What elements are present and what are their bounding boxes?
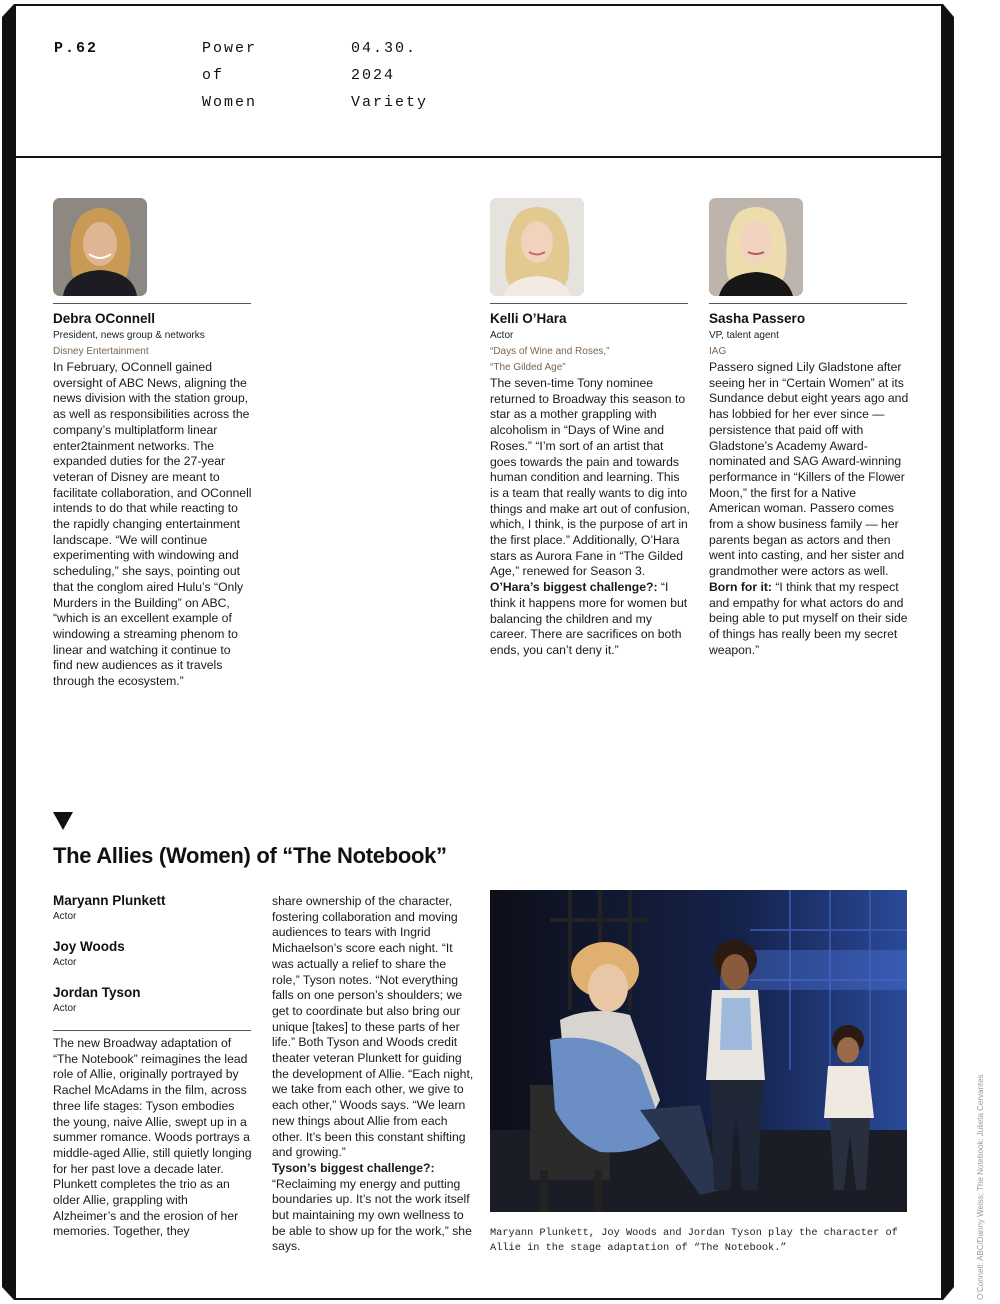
profile-answer: “I think that my respect and empathy for what actors do and being able to put myself on their side of things has really been my secret weapon.” xyxy=(709,579,908,657)
portrait-image xyxy=(490,198,584,296)
section-title-line: Power xyxy=(202,40,258,57)
kelli-ohara-photo xyxy=(490,198,584,296)
cast-role: Actor xyxy=(53,957,77,968)
profile-credit-line: “Days of Wine and Roses,” xyxy=(490,346,610,357)
cast-name: Maryann Plunkett xyxy=(53,893,166,908)
portrait-image xyxy=(709,198,803,296)
profile-question-label: Born for it: xyxy=(709,579,772,594)
page-frame-right-tab xyxy=(943,4,954,1300)
profile-credit-line: “The Gilded Age” xyxy=(490,362,566,373)
profile-rule xyxy=(53,303,251,304)
feature-question-label: Tyson’s biggest challenge?: xyxy=(272,1160,435,1175)
profile-name: Sasha Passero xyxy=(709,311,806,326)
issue-date: 04.30. xyxy=(351,40,418,57)
cast-rule xyxy=(53,1030,251,1031)
feature-body-text: share ownership of the character, fostering collaboration and moving audiences to tears with Ingrid Michaelson’s score each night. “It was actually a relief to share the role,” Tyson notes. “Not everything falls on one person’s shoulders; we get to coordinate but also bring our unique [takes] to these parts of her life.” Both Tyson and Woods credit theater veteran Plunkett for guiding the development of Allie. “Each night, we take from each other, we give to each other,” Woods says. “We learn new things about Allie from each other. It’s been this constant shifting and growing.” xyxy=(272,894,474,1160)
section-title xyxy=(202,35,257,116)
section-title-line: Women xyxy=(202,94,258,111)
profile-role: VP, talent agent xyxy=(709,330,779,341)
profile-organization: Disney Entertainment xyxy=(53,346,149,357)
portrait-image xyxy=(53,198,147,296)
frame-bottom-rule xyxy=(14,1298,943,1300)
page-frame-left-tab xyxy=(2,4,14,1300)
profile-organization: IAG xyxy=(709,346,727,357)
feature-body-column-1: The new Broadway adaptation of “The Notebook” reimagines the lead role of Allie, originally portrayed by Rachel McAdams in the film, across three life stages: Tyson embodies the young, naive Allie, swept up in a summer romance. Woods portrays a middle-aged Allie, still quietly longing for her past love a decade later. Plunkett completes the trio as an older Allie, grappling with Alzheimer’s and the erosion of her memories. Together, they xyxy=(53,1036,252,1239)
profile-sasha-passero xyxy=(709,311,909,658)
profile-rule xyxy=(490,303,688,304)
photo-caption: Maryann Plunkett, Joy Woods and Jordan Tyson play the character of Allie in the stage adaptation of “The Notebook.” xyxy=(490,1227,898,1254)
feature-title: The Allies (Women) of “The Notebook” xyxy=(53,843,447,868)
profile-body: In February, OConnell gained oversight of ABC News, aligning the news division with the station group, as well as responsibilities across the company’s multiplatform linear enter2tainment networks. The expanded duties for the 27-year veteran of Disney are meant to facilitate collaboration, and OConnell intends to do that while reacting to the rapidly changing entertainment landscape. “We will continue experimenting with windowing and scheduling,” she says, pointing out that the conglom aired Hulu’s “Only Murders in the Building” on ABC, “which is an excellent example of windowing a streaming phenom to linear and watching it continue to find new audiences as it travels through the ecosystem.” xyxy=(53,360,252,689)
cast-role: Actor xyxy=(53,1003,77,1014)
page-number: P.62 xyxy=(54,40,99,57)
cast-name: Joy Woods xyxy=(53,939,125,954)
sasha-passero-photo xyxy=(709,198,803,296)
profile-body: The seven-time Tony nominee returned to Broadway this season to star as a mother grappling with alcoholism in “Days of Wine and Roses.” “I’m sort of an artist that goes towards the pain and towards human condition and learning. This is a team that really wants to dig into things and make art out of confusion, which, I think, is the purpose of art in the first place.” Additionally, O’Hara stars as Aurora Fane in “The Gilded Age,” renewed for Season 3. xyxy=(490,376,690,579)
profile-rule xyxy=(709,303,907,304)
photo-credit: O’Connell: ABC/Danny Weiss; The Notebook: Julieta Cervantes xyxy=(976,1074,985,1300)
feature-cast-list xyxy=(53,893,253,1017)
issue-info xyxy=(351,35,428,116)
debra-oconnell-photo xyxy=(53,198,147,296)
frame-top-rule xyxy=(14,4,942,6)
cast-name: Jordan Tyson xyxy=(53,985,141,1000)
profile-name: Debra OConnell xyxy=(53,311,156,326)
profile-debra-oconnell xyxy=(53,311,253,690)
profile-body: Passero signed Lily Gladstone after seeing her in “Certain Women” at its Sundance debut eight years ago and has lobbied for her ever since — persistence that paid off with Gladstone’s Academy Award-nominated and SAG Award-winning performance in “Killers of the Flower Moon,” the first for a Native American woman. Passero comes from a show business family — her parents began as actors and then went into casting, and her sister and grandmother were actors as well. xyxy=(709,360,909,579)
cast-role: Actor xyxy=(53,911,77,922)
stage-scene-image xyxy=(490,890,907,1212)
frame-left-rule xyxy=(14,4,16,1300)
profile-question-label: O’Hara’s biggest challenge?: xyxy=(490,580,658,595)
frame-right-rule xyxy=(941,4,943,1300)
profile-answer: “I think it happens more for women but balancing the children and my career. There are sacrifices on both ends, you can’t deny it.” xyxy=(490,580,688,657)
publication-name: Variety xyxy=(351,94,429,111)
profile-name: Kelli O’Hara xyxy=(490,311,567,326)
feature-answer: “Reclaiming my energy and putting boundaries up. It’s not the work itself but maintaining my own wellness to be able to show up for the work,” she says. xyxy=(272,1176,472,1254)
triangle-marker-icon xyxy=(53,812,73,830)
feature-body-column-2 xyxy=(272,894,474,1255)
section-title-line: of xyxy=(202,67,225,84)
notebook-stage-photo xyxy=(490,890,907,1212)
header-rule xyxy=(14,156,943,158)
profile-kelli-ohara xyxy=(490,311,690,659)
issue-year: 2024 xyxy=(351,67,396,84)
profile-role: Actor xyxy=(490,330,514,341)
profile-role: President, news group & networks xyxy=(53,330,205,341)
